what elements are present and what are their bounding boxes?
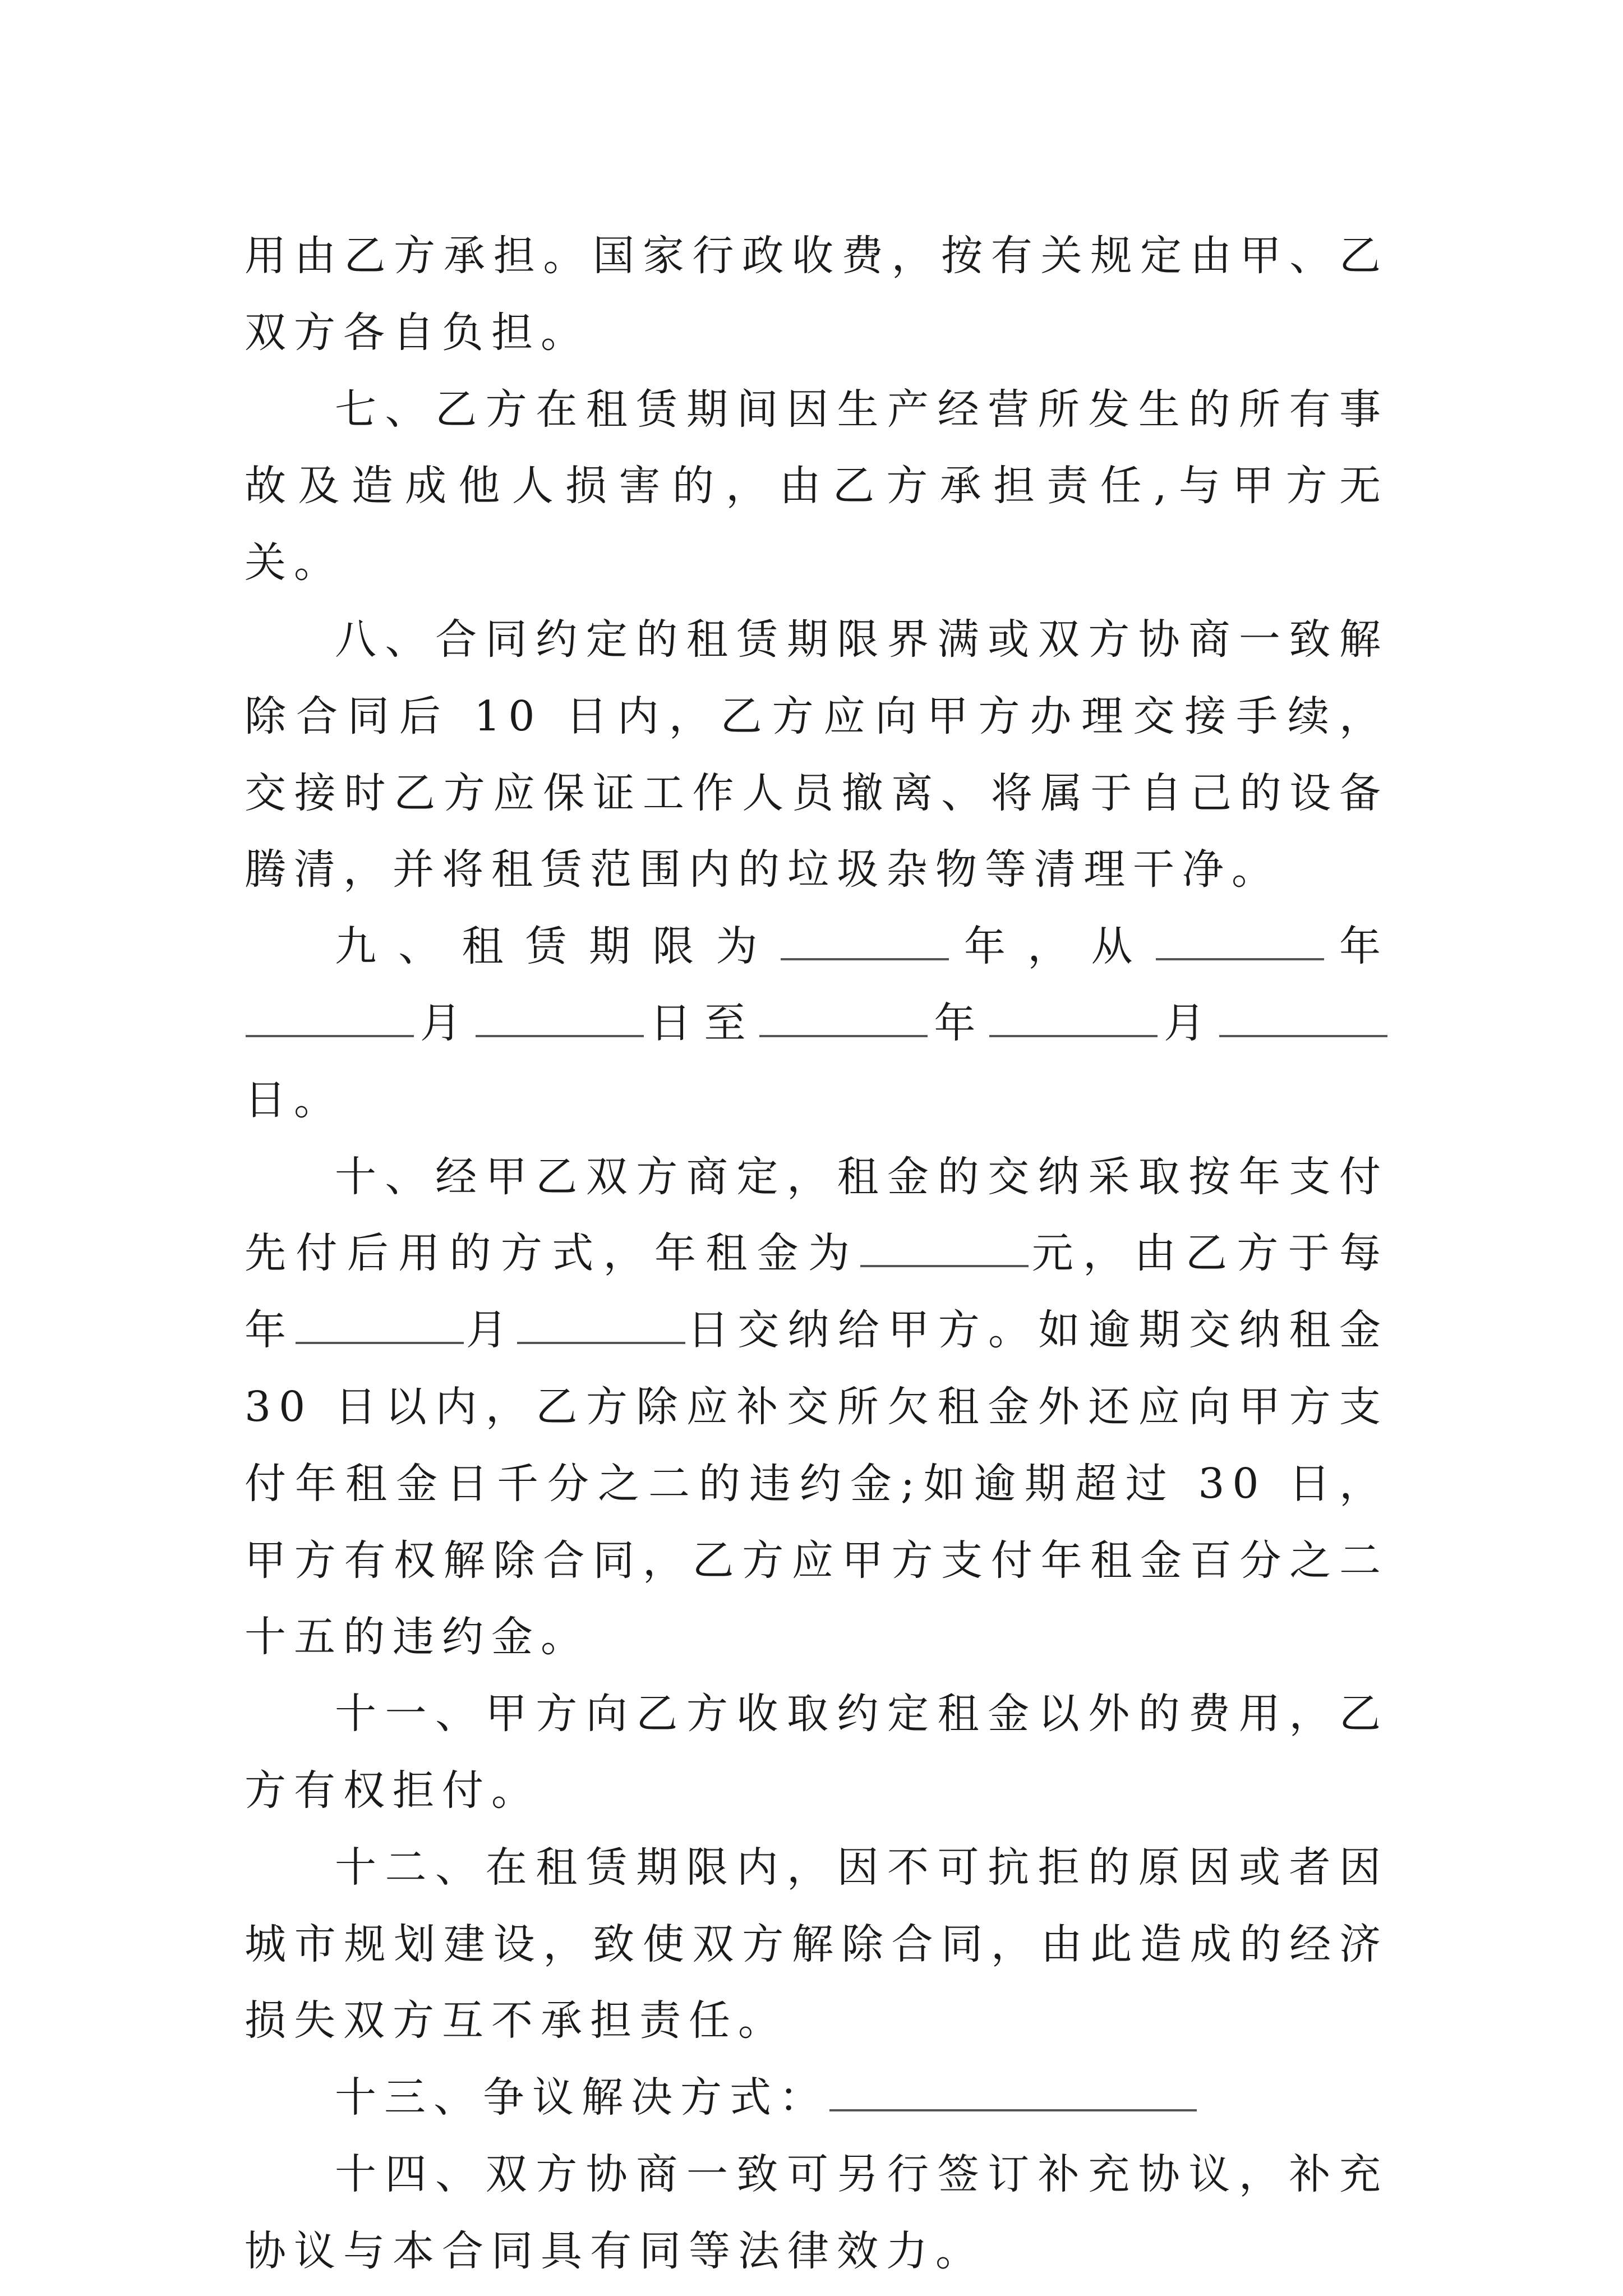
paragraph-clause-12: 十二、在租赁期限内，因不可抗拒的原因或者因城市规划建设，致使双方解除合同，由此造成的经济损失双方互不承担责任。 [245, 1843, 1389, 2045]
paragraph-clause-13 [245, 2059, 1389, 2136]
paragraph-continuation: 用由乙方承担。国家行政收费，按有关规定由甲、乙双方各自负担。 [245, 232, 1389, 357]
end-month-blank[interactable] [989, 993, 1158, 1037]
clause-10-prefix: 十、经甲乙双方商定，租金的交纳采取按年支付先付后用的方式，年租金为 [245, 1152, 1389, 1278]
paragraph-clause-14: 十四、双方协商一致可另行签订补充协议，补充协议与本合同具有同等法律效力。 [245, 2150, 1389, 2275]
end-day-blank[interactable] [1219, 993, 1387, 1037]
lease-years-blank[interactable] [781, 917, 949, 960]
clause-9-prefix: 九、租赁期限为 [335, 922, 780, 971]
start-day-blank[interactable] [476, 993, 644, 1037]
clause-9-end-month-label: 月 [1159, 999, 1219, 1047]
clause-9-month-label: 月 [415, 999, 474, 1047]
paragraph-clause-8: 八、合同约定的租赁期限界满或双方协商一致解除合同后 10 日内，乙方应向甲方办理交接手续，交接时乙方应保证工作人员撤离、将属于自己的设备腾清，并将租赁范围内的垃圾杂物等清理干净。 [245, 615, 1389, 894]
paragraph-clause-10 [245, 1139, 1389, 1676]
start-month-blank[interactable] [246, 993, 414, 1037]
paragraph-clause-11: 十一、甲方向乙方收取约定租金以外的费用，乙方有权拒付。 [245, 1690, 1389, 1815]
clause-9-day-to: 日至 [644, 999, 759, 1047]
clause-9-year-from: 年，从 [949, 922, 1155, 971]
start-year-blank[interactable] [1156, 917, 1324, 960]
document-body [245, 218, 1389, 2290]
clause-10-month: 月 [465, 1306, 517, 1355]
clause-9-year-label: 年 [1325, 922, 1389, 971]
payment-day-blank[interactable] [517, 1300, 685, 1344]
clause-10-yuan: 元，由乙方于每年 [245, 1229, 1389, 1355]
dispute-resolution-blank[interactable] [829, 2068, 1197, 2111]
clause-13-label: 十三、争议解决方式： [335, 2073, 828, 2122]
annual-rent-blank[interactable] [860, 1223, 1029, 1267]
paragraph-clause-9 [245, 908, 1389, 1138]
clause-10-rest: 日交纳给甲方。如逾期交纳租金 30 日以内，乙方除应补交所欠租金外还应向甲方支付年租金日千分之二的违约金;如逾期超过 30 日，甲方有权解除合同，乙方应甲方支付年租金百分之二十五的违约金。 [245, 1306, 1389, 1662]
clause-9-end: 日。 [245, 1075, 343, 1124]
paragraph-clause-7: 七、乙方在租赁期间因生产经营所发生的所有事故及造成他人损害的，由乙方承担责任,与甲方无关。 [245, 385, 1389, 587]
clause-9-end-year-label: 年 [929, 999, 989, 1047]
end-year-blank[interactable] [759, 993, 928, 1037]
payment-month-blank[interactable] [296, 1300, 464, 1344]
